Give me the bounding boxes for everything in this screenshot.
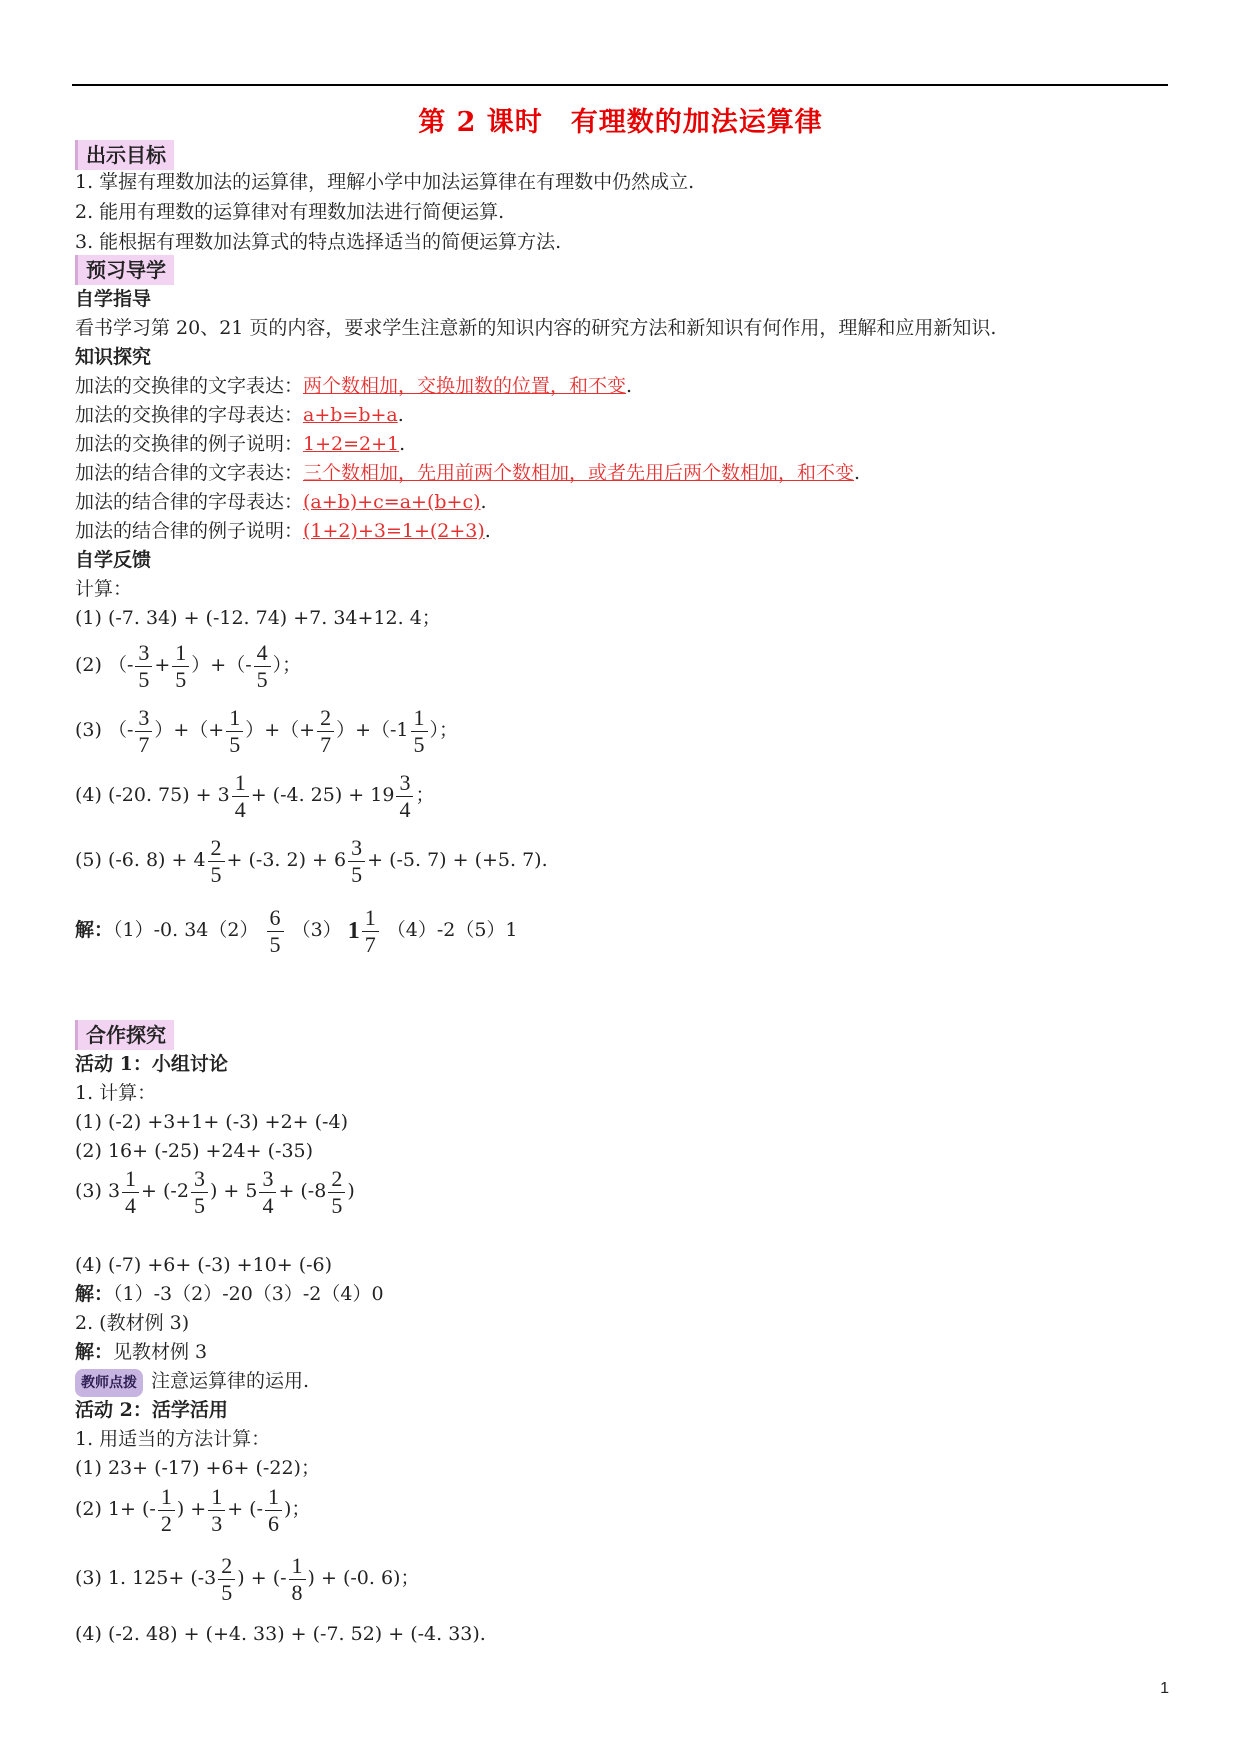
page-title: 第 2 课时 有理数的加法运算律 — [418, 107, 823, 138]
knowledge-item: 加法的结合律的文字表达：三个数相加，先用前两个数相加，或者先用后两个数相加，和不变. — [75, 462, 861, 484]
feedback-answer: 解：（1）-0. 34（2） $\frac{6}{5}$ （3） 1 $\frac{1}{7}$ （4）-2（5）1 — [75, 904, 518, 957]
page-number: 1 — [1160, 1680, 1169, 1697]
knowledge-answer: (1+2)+3=1+(2+3) — [303, 520, 485, 542]
problem: (1) 23+ (-17) +6+ (-22)； — [75, 1457, 320, 1479]
self-study-text: 看书学习第 20、21 页的内容，要求学生注意新的知识内容的研究方法和新知识有何作用，理解和应用新知识. — [75, 317, 997, 339]
knowledge-item: 加法的结合律的字母表达：(a+b)+c=a+(b+c). — [75, 491, 487, 513]
problem: (3) 3 $\frac{1}{4}$ + (-2 $\frac{3}{5}$ ) + 5 $\frac{3}{4}$ + (-8 $\frac{2}{5}$ ) — [75, 1165, 355, 1218]
fraction: $\frac{2}{5}$ — [208, 837, 225, 886]
fraction: $\frac{1}{4}$ — [232, 772, 249, 821]
fraction: $\frac{6}{5}$ — [267, 907, 284, 956]
fraction: $\frac{1}{8}$ — [289, 1555, 306, 1604]
question: 1. 用适当的方法计算： — [75, 1428, 271, 1450]
problem: (4) (-7) +6+ (-3) +10+ (-6) — [75, 1254, 333, 1276]
fraction: $\frac{2}{5}$ — [328, 1168, 345, 1217]
activity1-answer2: 解：见教材例 3 — [75, 1341, 208, 1363]
knowledge-answer: a+b=b+a — [303, 404, 398, 426]
fraction: $\frac{2}{7}$ — [317, 707, 334, 756]
section-goals-tag: 出示目标 — [75, 140, 174, 170]
fraction: $\frac{4}{5}$ — [254, 642, 271, 691]
feedback-intro: 计算： — [75, 578, 133, 600]
fraction: $\frac{1}{5}$ — [411, 707, 428, 756]
knowledge-answer: 两个数相加，交换加数的位置，和不变 — [303, 375, 627, 397]
section-preview-tag: 预习导学 — [75, 255, 174, 285]
problem: (2) 16+ (-25) +24+ (-35) — [75, 1140, 314, 1162]
fraction: $\frac{3}{4}$ — [259, 1168, 276, 1217]
teacher-tip-badge: 教师点拨 — [75, 1369, 143, 1397]
knowledge-item: 加法的交换律的字母表达：a+b=b+a. — [75, 404, 404, 426]
fraction: $\frac{3}{5}$ — [348, 837, 365, 886]
problem: (2) 1+ (- $\frac{1}{2}$ ) + $\frac{1}{3}$ + (- $\frac{1}{6}$ )； — [75, 1483, 311, 1536]
problem: (1) (-7. 34) + (-12. 74) +7. 34+12. 4； — [75, 607, 441, 629]
fraction: $\frac{1}{6}$ — [265, 1486, 282, 1535]
knowledge-answer: (a+b)+c=a+(b+c) — [303, 491, 481, 513]
knowledge-answer: 三个数相加，先用前两个数相加，或者先用后两个数相加，和不变 — [303, 462, 855, 484]
fraction: $\frac{1}{5}$ — [226, 707, 243, 756]
fraction: $\frac{1}{7}$ — [362, 907, 379, 956]
fraction: $\frac{3}{5}$ — [191, 1168, 208, 1217]
problem: (1) (-2) +3+1+ (-3) +2+ (-4) — [75, 1111, 348, 1133]
goal-item: 3. 能根据有理数加法算式的特点选择适当的简便运算方法. — [75, 231, 562, 253]
problem: (5) (-6. 8) + 4 $\frac{2}{5}$ + (-3. 2) + 6 $\frac{3}{5}$ + (-5. 7) + (+5. 7). — [75, 834, 548, 887]
problem: (4) (-20. 75) + 3 $\frac{1}{4}$ + (-4. 25) + 19 $\frac{3}{4}$ ； — [75, 769, 435, 822]
problem: (2) （- $\frac{3}{5}$ + $\frac{1}{5}$ ）+（- $\frac{4}{5}$ ）； — [75, 639, 302, 692]
activity1-answer: 解：（1）-3（2）-20（3）-2（4）0 — [75, 1283, 384, 1305]
question: 1. 计算： — [75, 1082, 157, 1104]
goal-item: 1. 掌握有理数加法的运算律，理解小学中加法运算律在有理数中仍然成立. — [75, 171, 695, 193]
feedback-heading: 自学反馈 — [75, 549, 152, 571]
fraction: $\frac{1}{3}$ — [208, 1486, 225, 1535]
knowledge-item: 加法的结合律的例子说明：(1+2)+3=1+(2+3). — [75, 520, 491, 542]
knowledge-item: 加法的交换律的例子说明：1+2=2+1. — [75, 433, 406, 455]
fraction: $\frac{1}{4}$ — [122, 1168, 139, 1217]
knowledge-item: 加法的交换律的文字表达：两个数相加，交换加数的位置，和不变. — [75, 375, 633, 397]
activity2-heading: 活动 2：活学活用 — [75, 1399, 228, 1421]
fraction: $\frac{3}{7}$ — [135, 707, 152, 756]
problem: (4) (-2. 48) + (+4. 33) + (-7. 52) + (-4. 33). — [75, 1623, 486, 1645]
goal-item: 2. 能用有理数的运算律对有理数加法进行简便运算. — [75, 201, 505, 223]
activity1-heading: 活动 1：小组讨论 — [75, 1053, 228, 1075]
section-coop-tag: 合作探究 — [75, 1020, 174, 1050]
header-rule — [72, 84, 1168, 86]
teacher-tip: 教师点拨 注意运算律的运用. — [75, 1369, 309, 1397]
fraction: $\frac{1}{5}$ — [172, 642, 189, 691]
problem: (3) 1. 125+ (-3 $\frac{2}{5}$ ) + (- $\frac{1}{8}$ ) + (-0. 6)； — [75, 1552, 420, 1605]
knowledge-answer: 1+2=2+1 — [303, 433, 400, 455]
self-study-heading: 自学指导 — [75, 288, 152, 310]
fraction: $\frac{3}{5}$ — [135, 642, 152, 691]
knowledge-heading: 知识探究 — [75, 346, 152, 368]
fraction: $\frac{1}{2}$ — [158, 1486, 175, 1535]
problem: (3) （- $\frac{3}{7}$ ）+（+ $\frac{1}{5}$ ）+（+ $\frac{2}{7}$ ）+（-1 $\frac{1}{5}$ ）； — [75, 704, 459, 757]
fraction: $\frac{3}{4}$ — [396, 772, 413, 821]
fraction: $\frac{2}{5}$ — [218, 1555, 235, 1604]
question: 2. (教材例 3) — [75, 1312, 190, 1334]
